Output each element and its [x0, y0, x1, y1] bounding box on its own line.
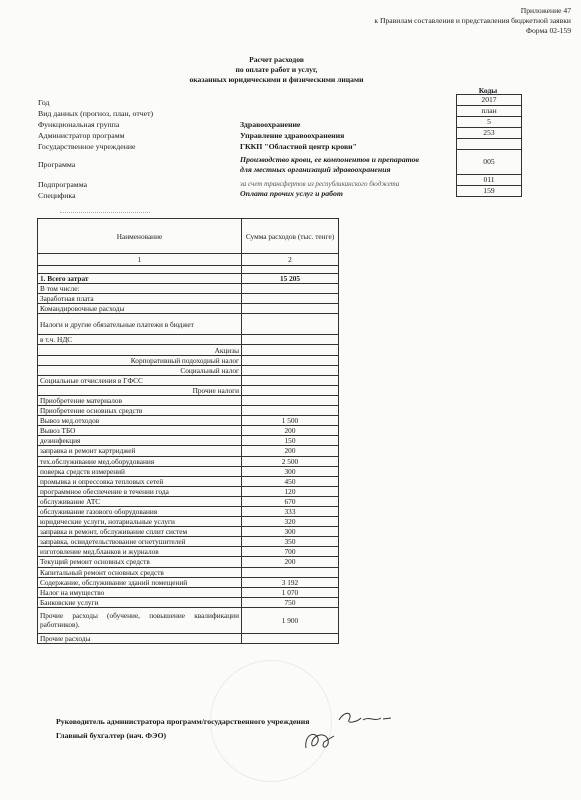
row-name: Акцизы	[38, 345, 242, 355]
row-name: Вывоз мед.отходов	[38, 416, 242, 426]
row-amount: 120	[242, 486, 339, 496]
row-name: Заработная плата	[38, 294, 242, 304]
field-value-subprogram: за счет трансфертов из республиканского бюджета	[240, 180, 400, 188]
row-name: Прочие налоги	[38, 385, 242, 395]
row-name: Налоги и другие обязательные платежи в бюджет	[38, 314, 242, 335]
column-number-2: 2	[242, 254, 339, 266]
table-row	[38, 587, 339, 597]
row-name: Текущий ремонт основных средств	[38, 557, 242, 567]
table-row	[38, 557, 339, 567]
row-amount: 200	[242, 557, 339, 567]
row-name: Вывоз ТБО	[38, 426, 242, 436]
table-row	[38, 496, 339, 506]
field-label-data-type: Вид данных (прогноз, план, отчет)	[38, 109, 154, 118]
row-amount	[242, 406, 339, 416]
table-row	[38, 456, 339, 466]
row-name: Капитальный ремонт основных средств	[38, 567, 242, 577]
table-row	[38, 335, 339, 345]
row-amount	[242, 375, 339, 385]
row-name: заправка и ремонт картриджей	[38, 446, 242, 456]
row-amount: 350	[242, 537, 339, 547]
row-name: Содержание, обслуживание зданий помещений	[38, 577, 242, 587]
code-data-type: план	[457, 106, 521, 117]
table-row	[38, 375, 339, 385]
codes-header: Коды	[478, 86, 498, 95]
rules-reference: к Правилам составления и представления бюджетной заявки	[374, 16, 571, 25]
table-row	[38, 577, 339, 587]
row-name: изготовление мед.бланков и журналов	[38, 547, 242, 557]
table-row	[38, 506, 339, 516]
code-program: 005	[457, 150, 521, 175]
column-number-1: 1	[38, 254, 242, 266]
row-amount	[242, 294, 339, 304]
field-value-functional-group: Здравоохранение	[240, 120, 301, 129]
row-amount: 3 192	[242, 577, 339, 587]
row-amount	[242, 385, 339, 395]
table-header-row	[38, 219, 339, 254]
column-header-name: Наименование	[38, 219, 242, 254]
row-name: тех.обслуживание мед.оборудования	[38, 456, 242, 466]
code-administrator: 253	[457, 128, 521, 139]
code-functional-group: 5	[457, 117, 521, 128]
field-label-year: Год	[38, 98, 50, 107]
row-amount	[242, 567, 339, 577]
row-amount: 700	[242, 547, 339, 557]
row-name: Социальные отчисления в ГФСС	[38, 375, 242, 385]
manager-signature-image	[335, 708, 395, 728]
row-amount: 15 205	[242, 274, 339, 284]
row-name: Банковские услуги	[38, 597, 242, 607]
row-name: в т.ч. НДС	[38, 335, 242, 345]
column-header-amount: Сумма расходов (тыс. тенге)	[242, 219, 339, 254]
table-row	[38, 597, 339, 607]
table-row	[38, 294, 339, 304]
field-label-institution: Государственное учреждение	[38, 142, 136, 151]
table-row	[38, 633, 339, 643]
row-name: Командировочные расходы	[38, 304, 242, 314]
form-number: Форма 02-159	[525, 26, 571, 35]
row-name: юридические услуги, нотариальные услуги	[38, 517, 242, 527]
row-amount	[242, 365, 339, 375]
field-label-administrator: Администратор программ	[38, 131, 125, 140]
row-amount	[242, 314, 339, 335]
table-number-row	[38, 254, 339, 266]
row-name: обслуживание газового оборудования	[38, 506, 242, 516]
expenses-table	[37, 218, 339, 644]
row-name: В том числе:	[38, 284, 242, 294]
row-amount	[242, 345, 339, 355]
row-amount: 300	[242, 466, 339, 476]
table-row	[38, 466, 339, 476]
row-name: дезинфекция	[38, 436, 242, 446]
row-name: промывка и опрессовка тепловых сетей	[38, 476, 242, 486]
table-row	[38, 274, 339, 284]
table-row	[38, 365, 339, 375]
row-name: Прочие расходы (обучение, повышение квалификации работников).	[38, 607, 242, 633]
codes-box	[456, 94, 522, 197]
row-amount	[242, 284, 339, 294]
table-row	[38, 547, 339, 557]
row-name: 1. Всего затрат	[38, 274, 242, 284]
table-row	[38, 436, 339, 446]
row-amount: 150	[242, 436, 339, 446]
row-name: Прочие расходы	[38, 633, 242, 643]
row-amount	[242, 304, 339, 314]
row-amount: 320	[242, 517, 339, 527]
row-name: Социальный налог	[38, 365, 242, 375]
table-row	[38, 426, 339, 436]
row-name: Корпоративный подоходный налог	[38, 355, 242, 365]
row-amount	[242, 355, 339, 365]
row-amount: 333	[242, 506, 339, 516]
field-value-administrator: Управление здравоохранения	[240, 131, 345, 140]
row-name: Приобретение основных средств	[38, 406, 242, 416]
row-name: заправка и ремонт, обслуживание сплит систем	[38, 527, 242, 537]
field-label-functional-group: Функциональная группа	[38, 120, 120, 129]
row-amount: 200	[242, 446, 339, 456]
row-amount	[242, 335, 339, 345]
table-row	[38, 406, 339, 416]
row-amount: 200	[242, 426, 339, 436]
table-row	[38, 567, 339, 577]
row-amount: 1 900	[242, 607, 339, 633]
field-value-specifics: Оплата прочих услуг и работ	[240, 189, 343, 198]
doc-title-line1: Расчет расходов	[249, 55, 304, 64]
table-row	[38, 446, 339, 456]
table-row	[38, 304, 339, 314]
field-value-program-line2: для местных организаций здравоохранения	[240, 165, 391, 174]
row-amount: 750	[242, 597, 339, 607]
row-amount: 1 500	[242, 416, 339, 426]
doc-title-line3: оказанных юридическими и физическими лицами	[189, 75, 364, 84]
appendix-number: Приложение 47	[520, 6, 571, 15]
table-row	[38, 284, 339, 294]
code-institution	[457, 139, 521, 150]
table-row	[38, 537, 339, 547]
table-row	[38, 345, 339, 355]
row-name: Приобретение материалов	[38, 395, 242, 405]
table-row	[38, 607, 339, 633]
table-row	[38, 355, 339, 365]
field-value-program: Производство крови, ее компонентов и препаратов	[240, 155, 419, 164]
signature-line-manager: Руководитель администратора программ/государственного учреждения	[56, 717, 310, 726]
row-amount: 450	[242, 476, 339, 486]
field-label-specifics: Специфика	[38, 191, 76, 200]
row-amount: 1 070	[242, 587, 339, 597]
table-row	[38, 395, 339, 405]
code-specifics: 159	[457, 186, 521, 197]
row-name: программное обеспечение в течении года	[38, 486, 242, 496]
doc-title-line2: по оплате работ и услуг,	[235, 65, 318, 74]
field-label-program: Программа	[38, 160, 76, 169]
row-amount: 2 500	[242, 456, 339, 466]
field-label-subprogram: Подпрограмма	[38, 180, 88, 189]
row-amount: 300	[242, 527, 339, 537]
code-subprogram: 011	[457, 175, 521, 186]
table-row	[38, 476, 339, 486]
row-name: Налог на имущество	[38, 587, 242, 597]
row-amount	[242, 395, 339, 405]
row-name: заправка, освидетельствование огнетушителей	[38, 537, 242, 547]
code-year: 2017	[457, 95, 521, 106]
field-value-institution: ГККП "Областной центр крови"	[240, 142, 357, 151]
row-amount	[242, 633, 339, 643]
row-name: обслуживание АТС	[38, 496, 242, 506]
row-name: поверка средств измерений	[38, 466, 242, 476]
table-row	[38, 486, 339, 496]
scan-artifact	[60, 212, 150, 215]
row-amount: 670	[242, 496, 339, 506]
table-row	[38, 527, 339, 537]
table-row	[38, 416, 339, 426]
table-row	[38, 517, 339, 527]
table-spacer-row	[38, 266, 339, 274]
stamp-ghost	[210, 660, 332, 782]
signature-line-accountant: Главный бухгалтер (нач. ФЭО)	[56, 731, 167, 740]
table-row	[38, 314, 339, 335]
table-row	[38, 385, 339, 395]
